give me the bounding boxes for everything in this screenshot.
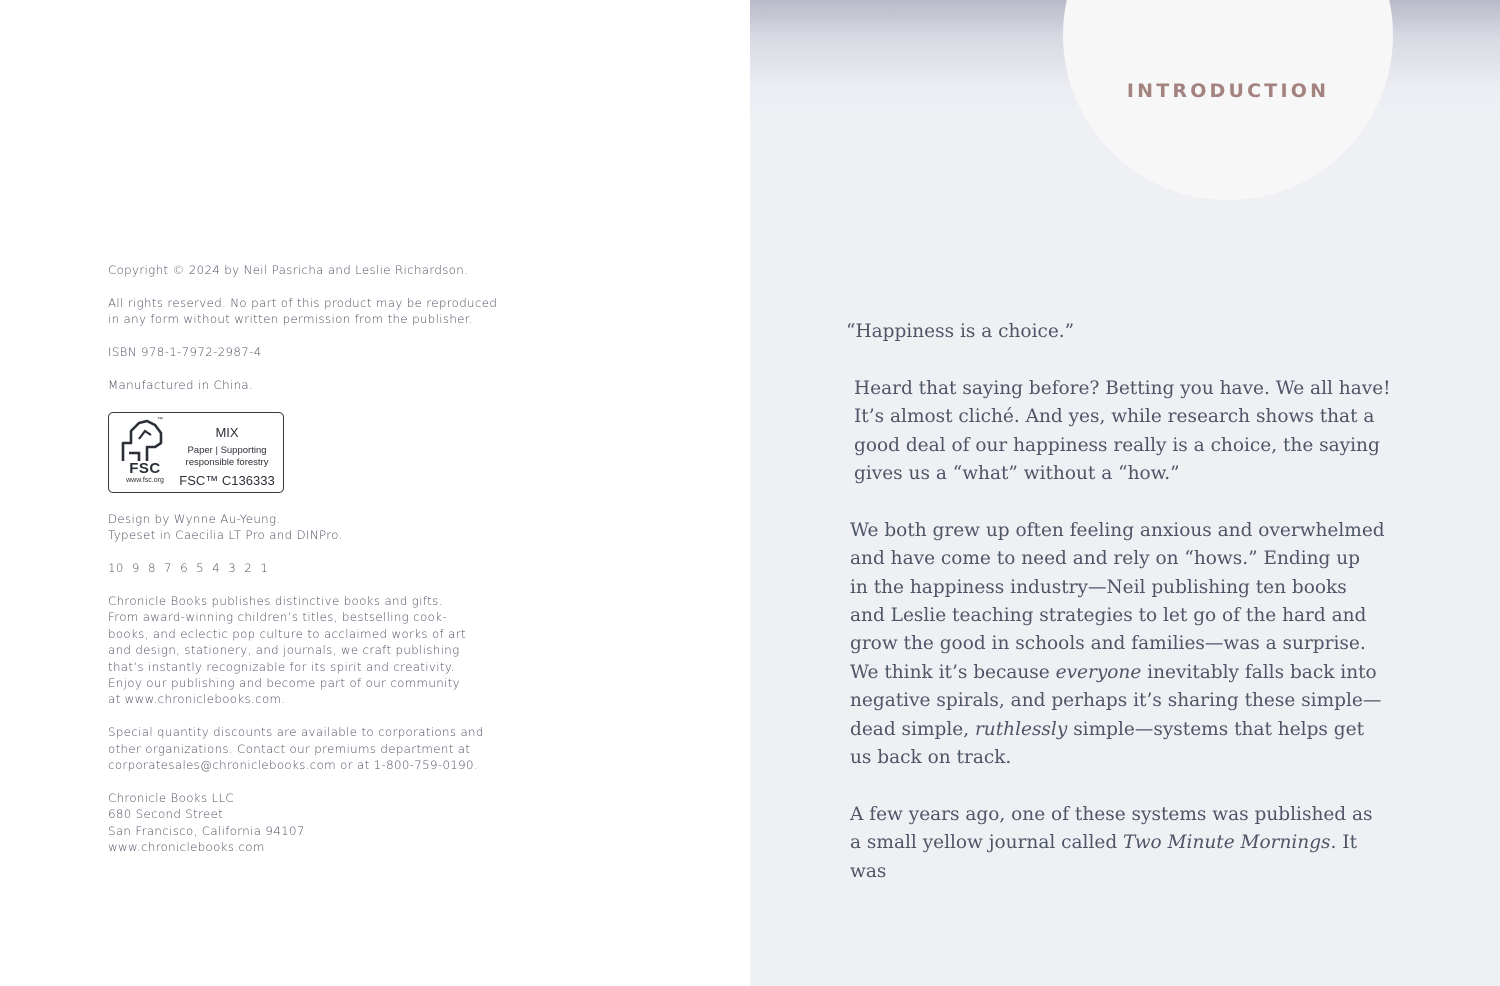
typeset-credit: Typeset in Caecilia LT Pro and DINPro. — [108, 528, 343, 543]
fsc-certification-logo — [108, 412, 284, 493]
colophon-lower — [108, 511, 508, 855]
fsc-paper-text: Paper | Supporting responsible forestry — [185, 445, 269, 468]
address-line-1: Chronicle Books LLC — [108, 790, 234, 805]
copyright-line: Copyright © 2024 by Neil Pasricha and Leslie Richardson. — [108, 263, 469, 277]
fsc-letters: FSC — [129, 460, 161, 477]
rights-line-1: All rights reserved. No part of this product may be reproduced — [108, 295, 498, 310]
discounts-line-3: corporatesales@chroniclebooks.com or at 1-800-759-0190. — [108, 758, 478, 773]
fsc-license-code: FSC™ C136333 — [179, 473, 275, 488]
design-credit: Design by Wynne Au-Yeung. — [108, 512, 281, 526]
paragraph-2: We both grew up often feeling anxious and overwhelmed and have come to need and rely on “hows.” Ending up in the happiness industry—Neil publishing ten books and Leslie teaching strategies to let go of the hard and grow the good in schools and families—was a surprise. We think it’s because everyone inevitably falls back into negative spirals, and perhaps it’s sharing these simple— dead simple, ruthlessly simple—systems that helps get us back on track. — [850, 519, 1385, 769]
opening-quote: “Happiness is a choice.” — [846, 321, 1075, 342]
introduction-page — [750, 0, 1500, 986]
introduction-body — [846, 318, 1395, 914]
colophon — [108, 262, 508, 393]
about-line-7: at www.chroniclebooks.com. — [108, 692, 286, 707]
print-line: 10 9 8 7 6 5 4 3 2 1 — [108, 561, 269, 576]
manufactured-line: Manufactured in China. — [108, 377, 254, 392]
about-line-4: and design, stationery, and journals, we craft publishing — [108, 643, 460, 658]
discounts-line-2: other organizations. Contact our premiums department at — [108, 741, 471, 756]
fsc-trademark: ™ — [157, 417, 163, 423]
fsc-mix-label: MIX — [215, 425, 239, 440]
paragraph-3: A few years ago, one of these systems was published as a small yellow journal called Two Minute Mornings. It was — [850, 803, 1373, 882]
paragraph-1: Heard that saying before? Betting you have. We all have! It’s almost cliché. And yes, while research shows that a good deal of our happiness really is a choice, the saying gives us a “what” without a “how.” — [854, 377, 1391, 485]
fsc-url: www.fsc.org — [126, 477, 164, 484]
address-line-4: www.chroniclebooks.com — [108, 840, 265, 855]
about-line-3: books, and eclectic pop culture to acclaimed works of art — [108, 626, 466, 641]
isbn: ISBN 978-1-7972-2987-4 — [108, 345, 262, 359]
about-line-6: Enjoy our publishing and become part of our community — [108, 676, 460, 691]
discounts-line-1: Special quantity discounts are available to corporations and — [108, 725, 484, 740]
about-line-2: From award-winning children’s titles, bestselling cook- — [108, 610, 447, 625]
address-line-3: San Francisco, California 94107 — [108, 823, 305, 838]
about-line-1: Chronicle Books publishes distinctive books and gifts. — [108, 594, 443, 608]
page-title: INTRODUCTION — [1126, 80, 1330, 102]
address-line-2: 680 Second Street — [108, 807, 224, 822]
rights-line-2: in any form without written permission from the publisher. — [108, 312, 473, 327]
about-line-5: that’s instantly recognizable for its spirit and creativity. — [108, 659, 455, 674]
